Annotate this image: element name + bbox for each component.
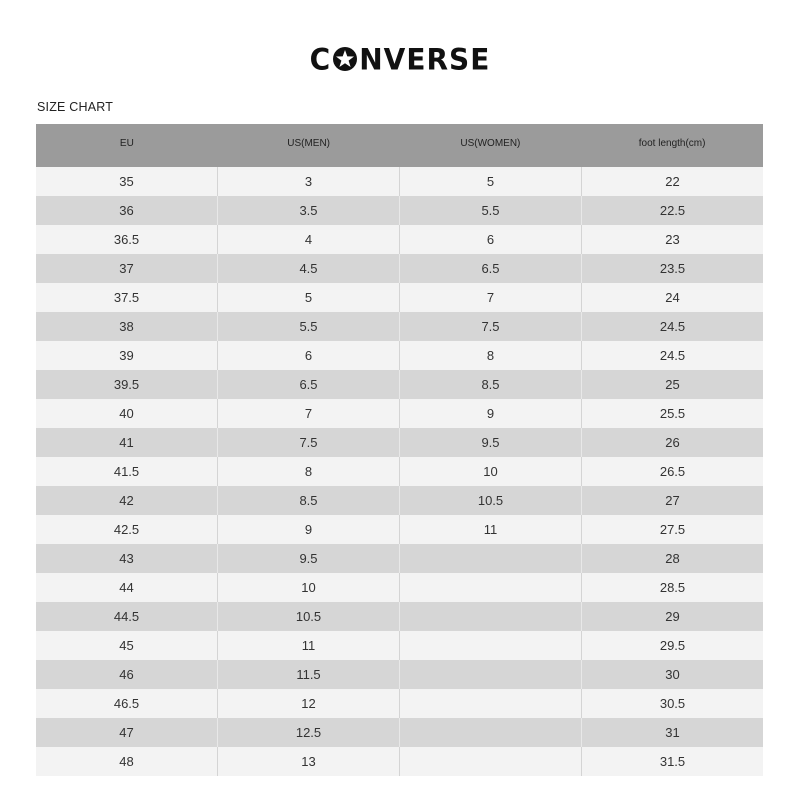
table-cell-us-men: 10 <box>218 573 400 602</box>
table-cell-eu: 37 <box>36 254 218 283</box>
table-cell-us-women <box>400 631 582 660</box>
table-cell-foot-length: 24.5 <box>659 319 686 334</box>
table-cell-eu: 42.5 <box>36 515 218 544</box>
table-cell-us-women: 6 <box>400 225 582 254</box>
table-cell-foot-length: 22.5 <box>659 203 686 218</box>
table-row <box>36 689 763 718</box>
table-cell-eu: 44 <box>36 573 218 602</box>
table-cell-us-women <box>400 573 582 602</box>
table-cell-eu: 40 <box>36 399 218 428</box>
table-row <box>36 341 763 370</box>
table-cell-us-women: 7.5 <box>400 312 582 341</box>
table-row <box>36 718 763 747</box>
table-cell-eu: 39.5 <box>36 370 218 399</box>
table-cell-us-women <box>400 544 582 573</box>
table-cell-us-women <box>400 747 582 776</box>
table-cell-us-women: 5.5 <box>400 196 582 225</box>
table-cell-eu: 39 <box>36 341 218 370</box>
table-cell-us-women: 6.5 <box>400 254 582 283</box>
table-cell-eu: 36 <box>36 196 218 225</box>
table-cell-foot-length: 24.5 <box>659 348 686 363</box>
size-chart-table <box>36 124 763 776</box>
table-row <box>36 602 763 631</box>
table-cell-us-men: 9 <box>218 515 400 544</box>
table-row <box>36 631 763 660</box>
table-cell-us-women <box>400 660 582 689</box>
table-cell-us-women: 8 <box>400 341 582 370</box>
table-cell-eu: 43 <box>36 544 218 573</box>
table-cell-us-men: 9.5 <box>218 544 400 573</box>
column-header-us-women: US(WOMEN) <box>460 138 521 149</box>
table-cell-foot-length: 28 <box>665 551 680 566</box>
table-body <box>36 167 763 776</box>
table-cell-foot-length: 31 <box>665 725 680 740</box>
table-header <box>36 124 763 167</box>
table-cell-us-men: 5.5 <box>218 312 400 341</box>
table-cell-us-women: 5 <box>400 167 582 196</box>
table-cell-eu: 42 <box>36 486 218 515</box>
table-cell-us-men: 8.5 <box>218 486 400 515</box>
logo-text-c: C <box>309 41 332 77</box>
table-row <box>36 457 763 486</box>
table-row <box>36 660 763 689</box>
table-cell-us-women: 10 <box>400 457 582 486</box>
table-cell-us-men: 4.5 <box>218 254 400 283</box>
table-cell-foot-length: 27 <box>665 493 680 508</box>
table-cell-us-men: 10.5 <box>218 602 400 631</box>
table-cell-us-men: 11 <box>218 631 400 660</box>
table-cell-us-men: 5 <box>218 283 400 312</box>
table-cell-foot-length: 30 <box>665 667 680 682</box>
table-cell-us-men: 7 <box>218 399 400 428</box>
table-cell-us-men: 3.5 <box>218 196 400 225</box>
table-row <box>36 283 763 312</box>
table-cell-eu: 47 <box>36 718 218 747</box>
star-icon <box>332 46 358 72</box>
table-cell-us-men: 13 <box>218 747 400 776</box>
table-cell-us-men: 12 <box>218 689 400 718</box>
table-cell-foot-length: 26.5 <box>659 464 686 479</box>
table-cell-foot-length: 24 <box>665 290 680 305</box>
table-cell-eu: 41.5 <box>36 457 218 486</box>
table-row <box>36 486 763 515</box>
table-cell-foot-length: 22 <box>665 174 680 189</box>
table-cell-eu: 38 <box>36 312 218 341</box>
table-cell-us-men: 12.5 <box>218 718 400 747</box>
table-cell-eu: 36.5 <box>36 225 218 254</box>
table-cell-eu: 37.5 <box>36 283 218 312</box>
table-cell-eu: 46 <box>36 660 218 689</box>
table-cell-foot-length: 29 <box>665 609 680 624</box>
table-cell-us-women: 9 <box>400 399 582 428</box>
table-cell-foot-length: 25.5 <box>659 406 686 421</box>
table-cell-us-men: 7.5 <box>218 428 400 457</box>
converse-logo <box>0 42 800 76</box>
table-row <box>36 167 763 196</box>
table-cell-us-women <box>400 689 582 718</box>
column-header-foot-length: foot length(cm) <box>638 138 706 149</box>
table-cell-eu: 46.5 <box>36 689 218 718</box>
table-cell-eu: 35 <box>36 167 218 196</box>
table-cell-us-women: 9.5 <box>400 428 582 457</box>
table-row <box>36 544 763 573</box>
table-row <box>36 370 763 399</box>
table-cell-us-men: 6 <box>218 341 400 370</box>
table-cell-foot-length: 25 <box>665 377 680 392</box>
table-cell-foot-length: 28.5 <box>659 580 686 595</box>
table-cell-us-women: 8.5 <box>400 370 582 399</box>
size-chart-title: SIZE CHART <box>37 100 114 114</box>
column-header-us-men: US(MEN) <box>287 138 331 149</box>
table-row <box>36 428 763 457</box>
table-row <box>36 515 763 544</box>
table-cell-us-women: 7 <box>400 283 582 312</box>
table-row <box>36 312 763 341</box>
table-cell-foot-length: 29.5 <box>659 638 686 653</box>
table-cell-us-men: 11.5 <box>218 660 400 689</box>
table-row <box>36 225 763 254</box>
table-cell-eu: 41 <box>36 428 218 457</box>
table-cell-eu: 48 <box>36 747 218 776</box>
table-cell-foot-length: 31.5 <box>659 754 686 769</box>
table-cell-us-women <box>400 718 582 747</box>
column-header-eu: EU <box>119 138 134 149</box>
table-cell-us-women <box>400 602 582 631</box>
table-cell-us-men: 8 <box>218 457 400 486</box>
table-row <box>36 747 763 776</box>
table-cell-foot-length: 30.5 <box>659 696 686 711</box>
table-cell-eu: 44.5 <box>36 602 218 631</box>
table-cell-foot-length: 23 <box>665 232 680 247</box>
table-cell-us-women: 10.5 <box>400 486 582 515</box>
table-cell-foot-length: 26 <box>665 435 680 450</box>
table-row <box>36 573 763 602</box>
table-row <box>36 399 763 428</box>
logo-text-rest: NVERSE <box>359 41 491 77</box>
table-cell-foot-length: 23.5 <box>659 261 686 276</box>
table-cell-us-women: 11 <box>400 515 582 544</box>
table-cell-foot-length: 27.5 <box>659 522 686 537</box>
table-row <box>36 196 763 225</box>
table-cell-eu: 45 <box>36 631 218 660</box>
table-cell-us-men: 3 <box>218 167 400 196</box>
table-cell-us-men: 6.5 <box>218 370 400 399</box>
table-row <box>36 254 763 283</box>
table-cell-us-men: 4 <box>218 225 400 254</box>
